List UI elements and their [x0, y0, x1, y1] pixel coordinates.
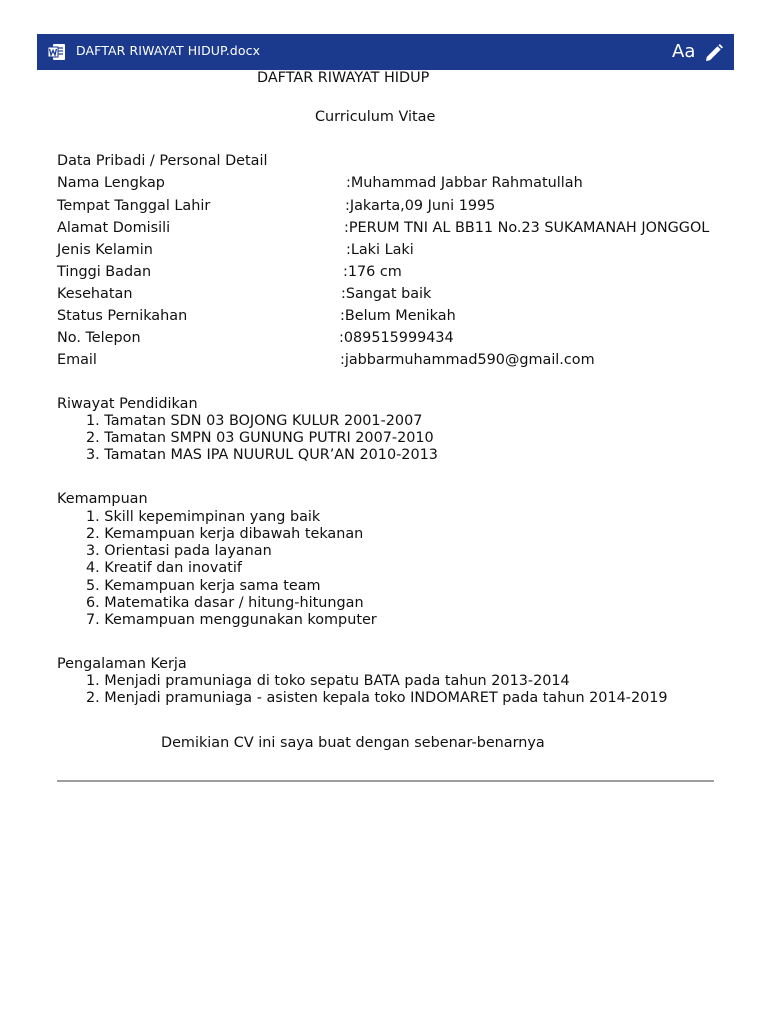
personal-label: Kesehatan	[57, 286, 133, 302]
pencil-icon[interactable]	[703, 42, 725, 64]
personal-value: :Sangat baik	[341, 286, 432, 302]
personal-value: :Muhammad Jabbar Rahmatullah	[346, 175, 583, 191]
skills-section-heading: Kemampuan	[57, 491, 148, 507]
education-list-item: 3. Tamatan MAS IPA NUURUL QUR’AN 2010-2013	[86, 447, 438, 463]
experience-section-heading: Pengalaman Kerja	[57, 656, 187, 672]
document-subtitle: Curriculum Vitae	[315, 109, 436, 125]
skills-list-item: 3. Orientasi pada layanan	[86, 543, 272, 559]
education-list-item: 1. Tamatan SDN 03 BOJONG KULUR 2001-2007	[86, 413, 423, 429]
word-doc-icon	[47, 42, 67, 62]
personal-label: Nama Lengkap	[57, 175, 165, 191]
font-settings-button[interactable]: Aa	[672, 41, 696, 62]
personal-label: Email	[57, 352, 97, 368]
education-section-heading: Riwayat Pendidikan	[57, 396, 198, 412]
personal-section-heading: Data Pribadi / Personal Detail	[57, 153, 268, 169]
skills-list-item: 2. Kemampuan kerja dibawah tekanan	[86, 526, 364, 542]
personal-label: Jenis Kelamin	[57, 242, 153, 258]
skills-list-item: 6. Matematika dasar / hitung-hitungan	[86, 595, 364, 611]
file-name: DAFTAR RIWAYAT HIDUP.docx	[76, 43, 261, 58]
personal-value: :Laki Laki	[346, 242, 414, 258]
personal-label: Alamat Domisili	[57, 220, 171, 236]
skills-list-item: 7. Kemampuan menggunakan komputer	[86, 612, 377, 628]
personal-label: Status Pernikahan	[57, 308, 188, 324]
page-divider	[57, 780, 714, 782]
personal-value: :Jakarta,09 Juni 1995	[345, 198, 496, 214]
personal-value: :jabbarmuhammad590@gmail.com	[340, 352, 595, 368]
closing-statement: Demikian CV ini saya buat dengan sebenar-benarnya	[161, 735, 545, 751]
skills-list-item: 5. Kemampuan kerja sama team	[86, 578, 321, 594]
personal-value: :176 cm	[343, 264, 402, 280]
personal-value: :PERUM TNI AL BB11 No.23 SUKAMANAH JONGGOL	[344, 220, 710, 236]
personal-label: Tempat Tanggal Lahir	[57, 198, 211, 214]
personal-value: :089515999434	[339, 330, 454, 346]
personal-value: :Belum Menikah	[340, 308, 456, 324]
skills-list-item: 1. Skill kepemimpinan yang baik	[86, 509, 321, 525]
document-title: DAFTAR RIWAYAT HIDUP	[257, 70, 430, 86]
experience-list-item: 1. Menjadi pramuniaga di toko sepatu BATA pada tahun 2013-2014	[86, 673, 570, 689]
personal-label: No. Telepon	[57, 330, 141, 346]
experience-list-item: 2. Menjadi pramuniaga - asisten kepala toko INDOMARET pada tahun 2014-2019	[86, 690, 668, 706]
personal-label: Tinggi Badan	[57, 264, 152, 280]
document-toolbar	[37, 34, 734, 70]
skills-list-item: 4. Kreatif dan inovatif	[86, 560, 242, 576]
education-list-item: 2. Tamatan SMPN 03 GUNUNG PUTRI 2007-2010	[86, 430, 434, 446]
